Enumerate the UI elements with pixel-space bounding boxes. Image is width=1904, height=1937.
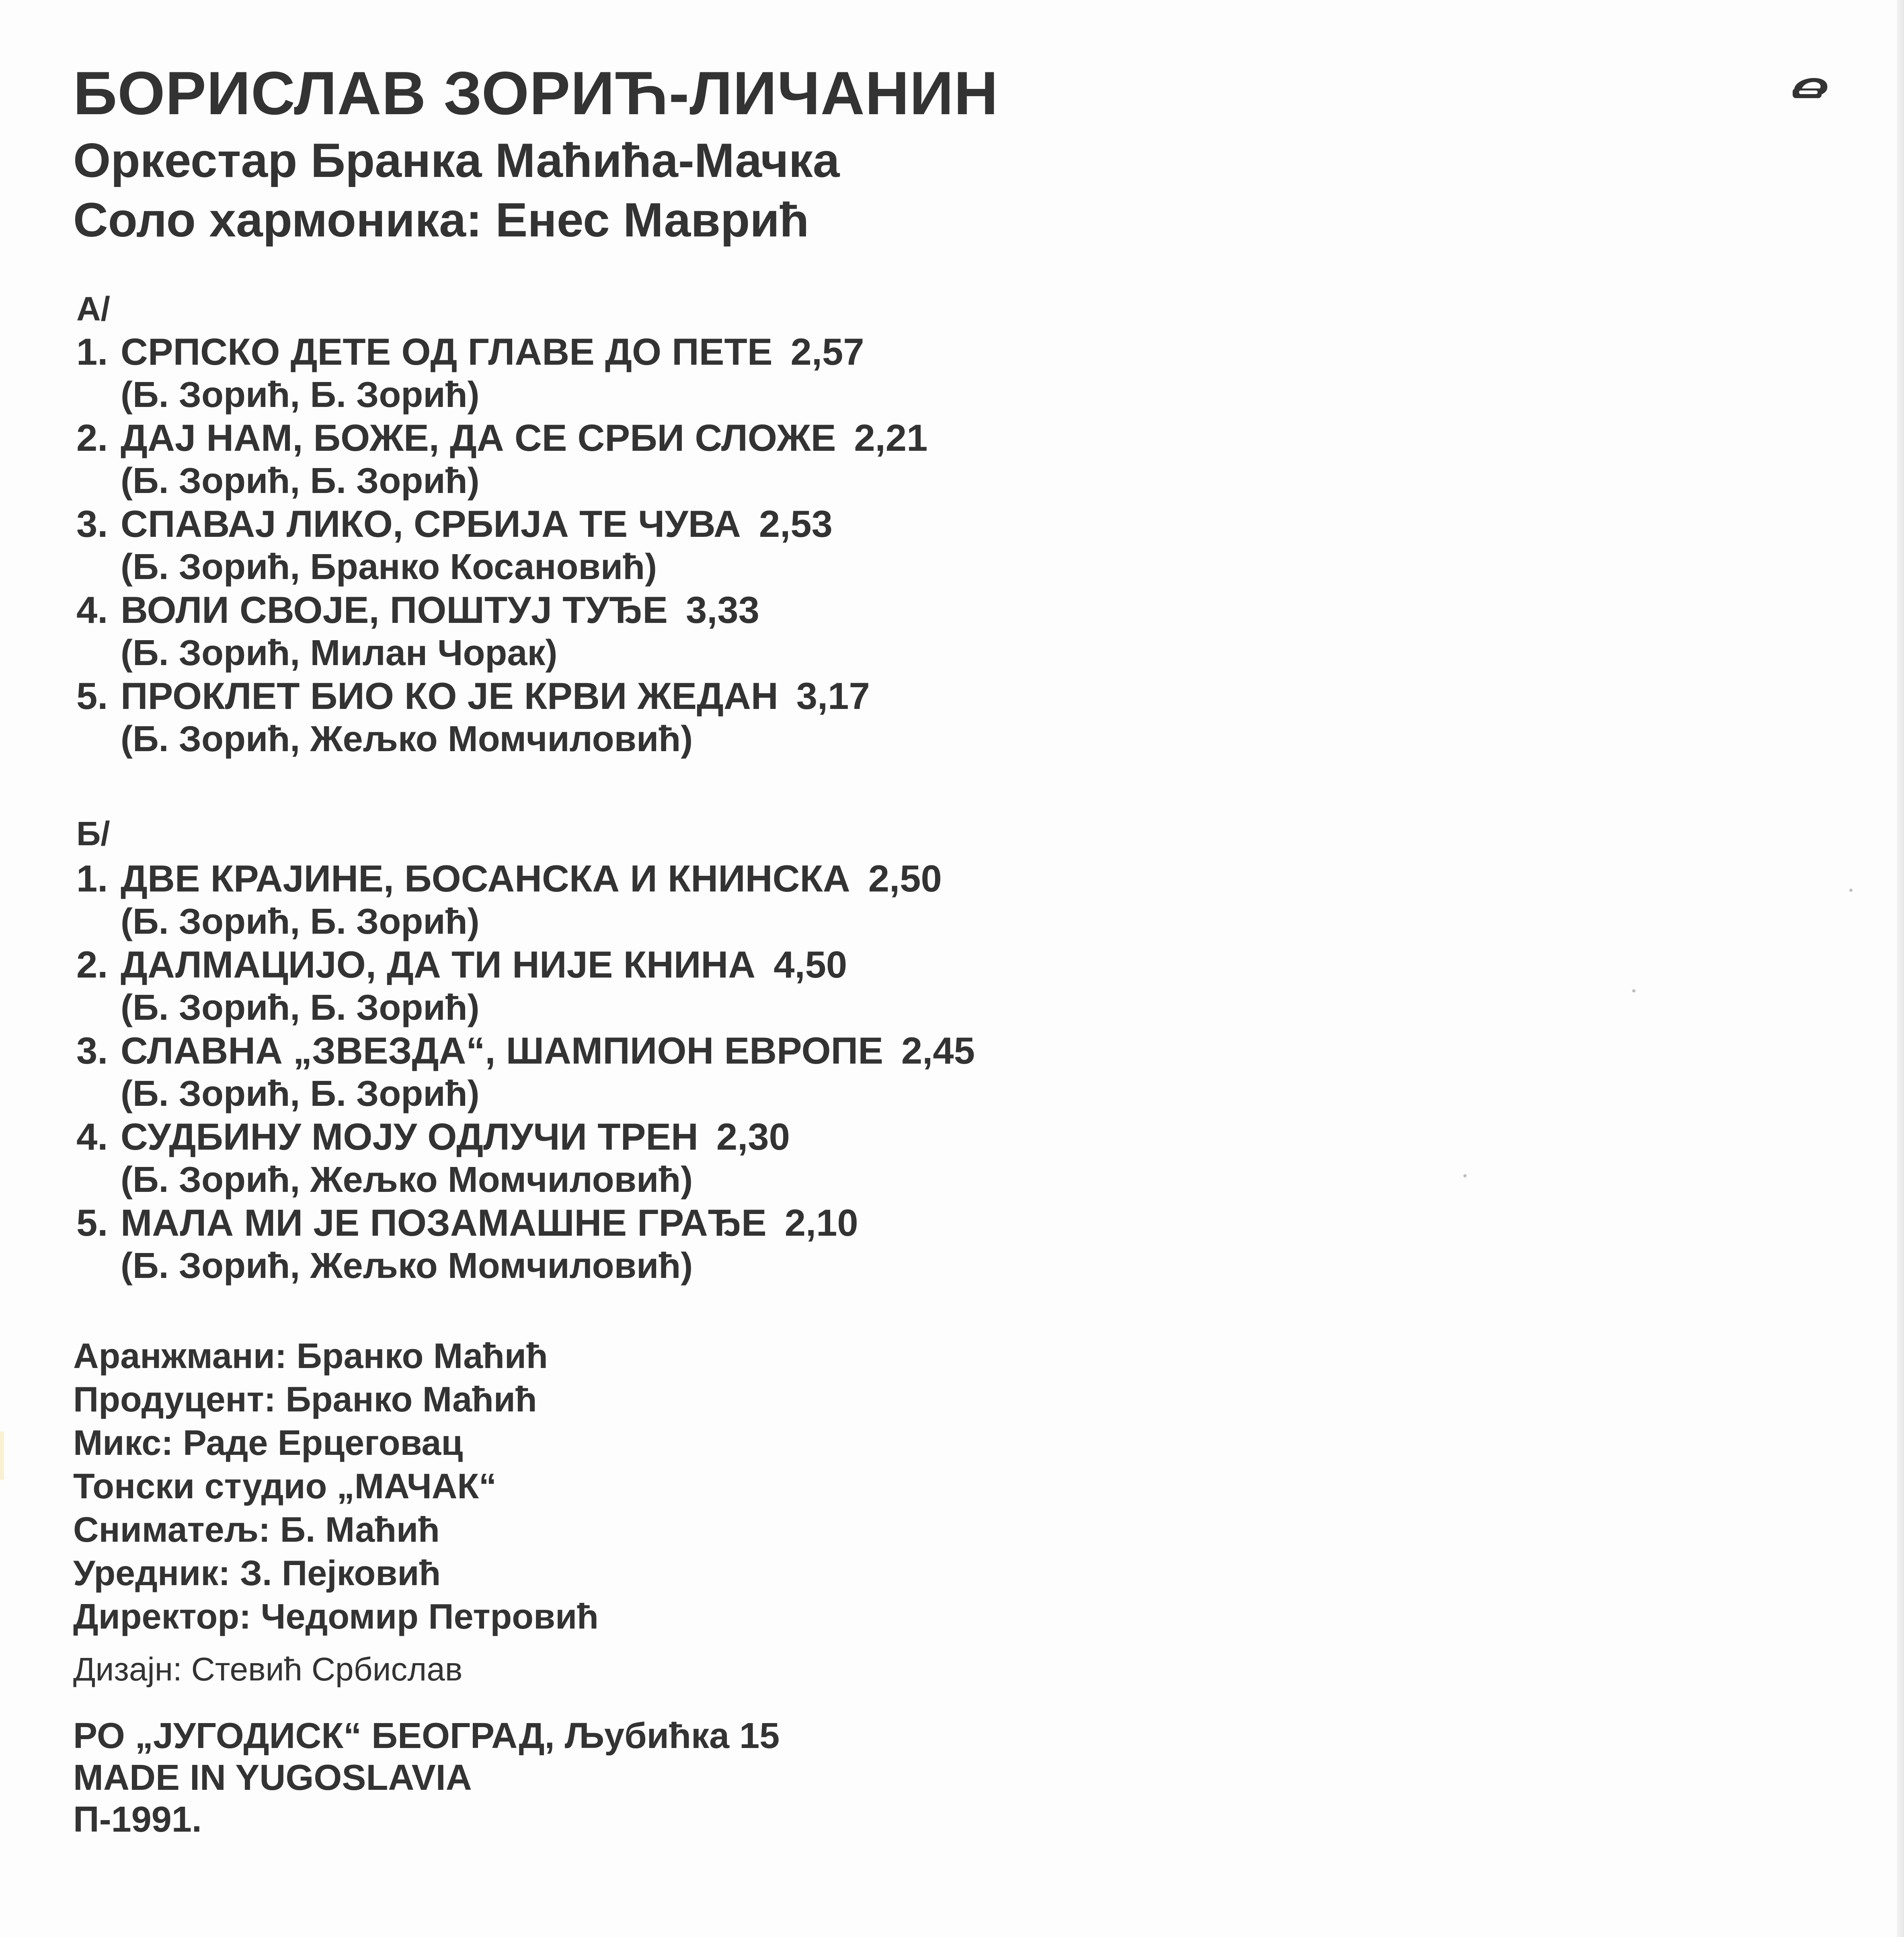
track-number: 3. — [76, 1029, 108, 1072]
side-a-label: А/ — [76, 290, 110, 328]
credit-mix: Микс: Раде Ерцеговац — [73, 1423, 463, 1463]
track-duration: 4,50 — [774, 943, 847, 986]
track-line — [76, 1029, 975, 1073]
track-line — [76, 330, 927, 374]
track-number: 3. — [76, 503, 108, 545]
track-title: ВОЛИ СВОЈЕ, ПОШТУЈ ТУЂЕ — [121, 589, 668, 631]
design-credit: Дизајн: Стевић Србислав — [73, 1651, 463, 1688]
credit-engineer: Сниматељ: Б. Маћић — [73, 1510, 440, 1549]
track-credits: (Б. Зорић, Б. Зорић) — [121, 461, 480, 501]
track-duration: 2,50 — [868, 857, 942, 900]
scan-speck — [1463, 1174, 1467, 1177]
track-item — [76, 857, 975, 943]
label-logo-icon — [1787, 65, 1835, 105]
track-credits: (Б. Зорић, Бранко Косановић) — [121, 547, 657, 587]
track-title: СПАВАЈ ЛИКО, СРБИЈА ТЕ ЧУВА — [121, 503, 741, 545]
track-number: 1. — [76, 331, 108, 373]
track-item — [76, 416, 927, 502]
track-duration: 2,21 — [854, 417, 928, 459]
scan-speck — [1632, 989, 1635, 992]
track-title: МАЛА МИ ЈЕ ПОЗАМАШНЕ ГРАЂЕ — [121, 1202, 767, 1244]
track-item — [76, 1201, 975, 1287]
track-line — [76, 416, 927, 460]
catalog-year: П-1991. — [73, 1799, 202, 1840]
track-number: 4. — [76, 1115, 108, 1158]
track-item — [76, 588, 927, 674]
track-line — [76, 1115, 975, 1159]
track-line — [76, 1201, 975, 1245]
track-credits: (Б. Зорић, Б. Зорић) — [121, 902, 480, 942]
artist-name: БОРИСЛАВ ЗОРИЋ-ЛИЧАНИН — [73, 59, 999, 127]
track-duration: 3,17 — [796, 675, 870, 717]
credit-producer: Продуцент: Бранко Маћић — [73, 1379, 537, 1419]
track-item — [76, 943, 975, 1029]
track-credits: (Б. Зорић, Б. Зорић) — [121, 1074, 480, 1114]
track-number: 4. — [76, 589, 108, 631]
track-item — [76, 1115, 975, 1201]
track-number: 2. — [76, 943, 108, 986]
side-a-tracklist — [76, 330, 927, 760]
side-b-label: Б/ — [76, 815, 110, 852]
track-number: 5. — [76, 1202, 108, 1244]
track-credits: (Б. Зорић, Милан Чорак) — [121, 633, 558, 673]
track-line — [76, 857, 975, 901]
track-item — [76, 674, 927, 760]
track-title: СЛАВНА „ЗВЕЗДА“, ШАМПИОН ЕВРОПЕ — [121, 1029, 883, 1072]
publisher-line: РО „ЈУГОДИСК“ БЕОГРАД, Љубићка 15 — [73, 1716, 780, 1756]
track-title: ПРОКЛЕТ БИО КО ЈЕ КРВИ ЖЕДАН — [121, 675, 778, 717]
publisher-footer — [73, 1715, 780, 1840]
track-item — [76, 502, 927, 588]
track-number: 5. — [76, 675, 108, 717]
track-title: ДАЛМАЦИЈО, ДА ТИ НИЈЕ КНИНА — [121, 943, 756, 986]
track-credits: (Б. Зорић, Жељко Момчиловић) — [121, 719, 693, 759]
track-duration: 2,57 — [790, 331, 864, 373]
scan-speck — [1849, 889, 1853, 892]
track-item — [76, 1029, 975, 1115]
track-duration: 2,53 — [759, 503, 833, 545]
orchestra-line: Оркестар Бранка Маћића-Мачка — [73, 134, 840, 187]
track-duration: 3,33 — [685, 589, 759, 631]
track-item — [76, 330, 927, 416]
credit-arrangements: Аранжмани: Бранко Маћић — [73, 1336, 548, 1376]
track-credits: (Б. Зорић, Жељко Момчиловић) — [121, 1160, 693, 1200]
track-title: ДАЈ НАМ, БОЖЕ, ДА СЕ СРБИ СЛОЖЕ — [121, 417, 836, 459]
track-line — [76, 588, 927, 632]
track-number: 2. — [76, 417, 108, 459]
track-number: 1. — [76, 857, 108, 900]
track-credits: (Б. Зорић, Жељко Момчиловић) — [121, 1246, 693, 1286]
track-line — [76, 674, 927, 718]
track-title: СУДБИНУ МОЈУ ОДЛУЧИ ТРЕН — [121, 1115, 698, 1158]
made-in-line: MADE IN YUGOSLAVIA — [73, 1758, 472, 1798]
track-line — [76, 943, 975, 987]
credit-director: Директор: Чедомир Петровић — [73, 1596, 599, 1636]
solo-line: Соло хармоника: Енес Маврић — [73, 193, 809, 247]
credit-studio: Тонски студио „МАЧАК“ — [73, 1466, 497, 1506]
track-duration: 2,10 — [784, 1202, 858, 1244]
paper-edge — [1897, 0, 1904, 1937]
track-credits: (Б. Зорић, Б. Зорић) — [121, 375, 480, 415]
side-b-tracklist — [76, 857, 975, 1287]
track-line — [76, 502, 927, 546]
track-duration: 2,30 — [716, 1115, 790, 1158]
track-title: ДВЕ КРАЈИНЕ, БОСАНСКА И КНИНСКА — [121, 857, 850, 900]
track-title: СРПСКО ДЕТЕ ОД ГЛАВЕ ДО ПЕТЕ — [121, 331, 773, 373]
track-duration: 2,45 — [901, 1029, 975, 1072]
paper-mark — [0, 1432, 4, 1480]
production-credits — [73, 1334, 599, 1638]
track-credits: (Б. Зорић, Б. Зорић) — [121, 988, 480, 1028]
credit-editor: Уредник: З. Пејковић — [73, 1553, 441, 1593]
